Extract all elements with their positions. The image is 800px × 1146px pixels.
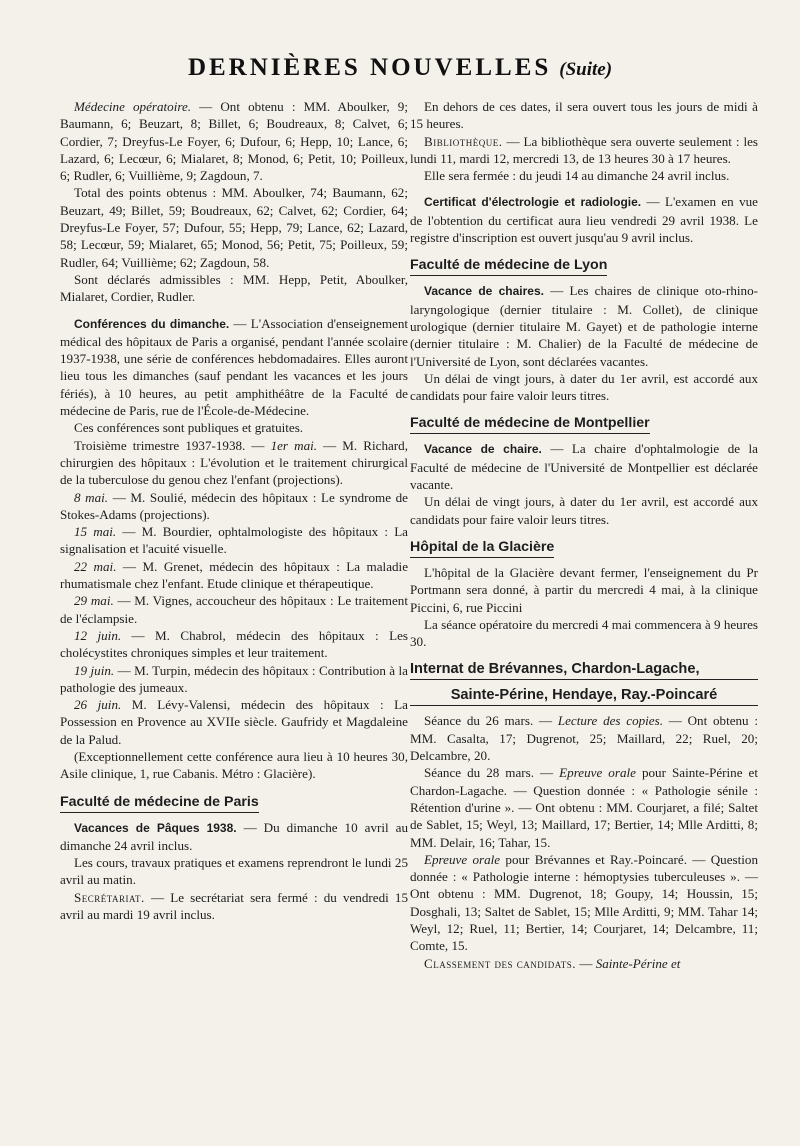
left-column — [60, 98, 408, 923]
conference-text: — M. Vignes, accoucheur des hôpitaux : Le traitement de l'éclampsie. — [60, 593, 408, 626]
conference-entry — [60, 662, 408, 697]
montpellier-vacance — [410, 440, 758, 493]
trimestre-text: — M. Richard, chirurgien des hôpitaux : L'évolution et le traitement chirurgical de la tuberculose du genou chez l'enfant (projections). — [60, 437, 408, 488]
seance-results: pour Sainte-Périne et Chardon-Lagache. — Question donnée : « Pathologie sénile : Rétention d'urine ». — Ont obtenu : MM. Courjaret, a filé; Saltet de Sablet, 15; Weyl, 13; Maillard, 17; Bertier, 14; Mlle Arditti, 8; MM. Delair, 16; Tahar, 15. — [410, 765, 758, 850]
conference-text: — M. Bourdier, ophtalmologiste des hôpitaux : La signalisation et l'acuité visuelle. — [60, 524, 408, 557]
lyon-delai: Un délai de vingt jours, à dater du 1er avril, est accordé aux candidats pour faire valoir leurs titres. — [410, 370, 758, 404]
conference-entry — [60, 489, 408, 524]
seance-label: Séance du 28 mars. — — [424, 765, 560, 781]
bibliotheque — [410, 133, 758, 168]
seance-epreuve: Epreuve orale — [559, 765, 636, 781]
conference-text: M. Lévy-Valensi, médecin des hôpitaux : La Possession en Provence au XVIIe siècle. Gaufridy et Magdaleine de la Palud. — [60, 697, 408, 747]
conferences-gratuites: Ces conférences sont publiques et gratuites. — [74, 420, 304, 436]
masthead-title: DERNIÈRES NOUVELLES — [187, 54, 552, 81]
internat-seance-26 — [410, 712, 758, 764]
ouverture-horaires: En dehors de ces dates, il sera ouvert tous les jours de midi à 15 heures. — [410, 99, 758, 132]
vacances-text: — Du dimanche 10 avril au dimanche 24 avril inclus. — [60, 819, 408, 853]
certificat-radiologie — [410, 193, 758, 246]
cours-reprise: Les cours, travaux pratiques et examens reprendront le lundi 25 avril au matin. — [60, 855, 408, 888]
seance-results: — Ont obtenu : MM. Casalta, 17; Dugrenot, 25; Maillard, 22; Ruel, 20; Delcambre, 20. — [410, 713, 758, 764]
classement-heading: Classement des candidats. — [424, 955, 577, 971]
conferences-text: — L'Association d'enseignement médical des hôpitaux de Paris a organisé, pendant l'année scolaire 1937-1938, une série de conférences hebdomadaires. Elles auront lieu tous les dimanches (sauf pendant les vacances et les jours fériés), à 10 heures, au petit amphithéâtre de la Faculté de médecine de Paris, rue de l'École-de-Médecine. — [60, 315, 409, 419]
conference-text: — M. Turpin, médecin des hôpitaux : Contribution à la pathologie des jumeaux. — [60, 662, 408, 695]
certificat-text: — L'examen en vue de l'obtention du certificat aura lieu vendredi 29 avril 1938. Le registre d'inscription est ouvert jusqu'au 9 avril inclus. — [410, 194, 758, 246]
right-column — [410, 98, 758, 972]
conference-exception: (Exceptionnellement cette conférence aura lieu à 10 heures 30, Asile clinique, 1, rue Cabanis. Métro : Glacière). — [60, 748, 408, 782]
result-operatoire — [60, 98, 408, 184]
internat-epreuve-brevannes — [410, 851, 758, 955]
certificat-heading: Certificat d'électrologie et radiologie. — [424, 195, 642, 210]
montpellier-vacance-text: — La chaire d'ophtalmologie de la Faculté de médecine de l'Université de Montpellier est déclarée vacante. — [410, 441, 758, 493]
vacances-heading: Vacances de Pâques 1938. — [74, 820, 237, 835]
classement-dash: — — [576, 955, 596, 971]
secretariat-heading: Secrétariat. — [74, 889, 145, 905]
trimestre-label: Troisième trimestre 1937-1938. — — [74, 437, 271, 453]
montpellier-faculty-heading: Faculté de médecine de Montpellier — [410, 414, 650, 434]
secretariat — [60, 889, 408, 924]
seance-epreuve: Epreuve orale — [424, 851, 501, 867]
conferences-heading: Conférences du dimanche. — [74, 316, 230, 331]
subhead-medecine-operatoire: Médecine opératoire. — [74, 99, 192, 114]
montpellier-vacance-heading: Vacance de chaire. — [424, 442, 542, 457]
classement-candidats — [410, 955, 758, 972]
conference-text: — M. Soulié, médecin des hôpitaux : Le syndrome de Stokes-Adams (projections). — [60, 489, 408, 522]
conference-date: 12 juin. — [74, 627, 122, 643]
conference-entry — [60, 696, 408, 748]
conference-date: 22 mai. — [74, 558, 117, 574]
conference-text: — M. Chabrol, médecin des hôpitaux : Les cholécystites chroniques simples et leur traitement. — [60, 627, 408, 661]
internat-heading-line1: Internat de Brévannes, Chardon-Lagache, — [410, 660, 758, 680]
masthead-suite: (Suite) — [559, 59, 613, 80]
secretariat-text: — Le secrétariat sera fermé : du vendredi 15 avril au mardi 19 avril inclus. — [60, 889, 408, 923]
seance-results: pour Brévannes et Ray.-Poincaré. — Question donnée : « Pathologie interne : hémoptysies tuberculeuses ». — Ont obtenu : MM. Dugrenot, 18; Goupy, 14; Houssin, 15; Dosghali, 13; Saltet de Sablet, 15; Mlle Arditti, 9; MM. Tahar 14; Weyl, 12; Ruel, 11; Bertier, 14; Courjaret, 14; Delcambre, 11; Comte, 15. — [410, 851, 758, 954]
trimestre-entry — [60, 437, 408, 489]
conference-entry — [60, 523, 408, 558]
conference-entry — [60, 558, 408, 593]
montpellier-delai: Un délai de vingt jours, à dater du 1er avril, est accordé aux candidats pour faire valoir leurs titres. — [410, 494, 758, 527]
classement-text: Sainte-Périne et — [595, 955, 681, 971]
lyon-vacance-heading: Vacance de chaires. — [424, 284, 544, 299]
section-masthead — [0, 54, 800, 82]
glaciere-enseignement: L'hôpital de la Glacière devant fermer, l'enseignement du Pr Portmann sera donné, à partir du mercredi 4 mai, à la clinique Piccini, 6, rue Piccini — [410, 564, 758, 615]
conference-text: — M. Grenet, médecin des hôpitaux : La maladie rhumatismale chez l'enfant. Etude clinique et thérapeutique. — [60, 558, 408, 592]
fermeture: Elle sera fermée : du jeudi 14 au dimanche 24 avril inclus. — [424, 168, 730, 184]
conference-date: 8 mai. — [74, 489, 109, 505]
seance-label: Séance du 26 mars. — — [424, 713, 558, 729]
lyon-faculty-heading: Faculté de médecine de Lyon — [410, 256, 607, 276]
vacances-paques — [60, 819, 408, 855]
bibliotheque-text: — La bibliothèque sera ouverte seulement : les lundi 11, mardi 12, mercredi 13, de 13 heures 30 à 17 heures. — [410, 133, 758, 166]
trimestre-date: 1er mai. — [270, 437, 318, 453]
bibliotheque-heading: Bibliothèque. — [424, 133, 503, 149]
paris-faculty-heading: Faculté de médecine de Paris — [60, 793, 259, 813]
lyon-vacance — [410, 282, 758, 369]
conference-entry — [60, 627, 408, 662]
conference-date: 26 juin. — [74, 697, 122, 713]
total-points: Total des points obtenus : MM. Aboulker, 74; Baumann, 62; Beuzart, 49; Billet, 59; Boudreaux, 62; Calvet, 62; Cordier, 64; Dreyfus-Le Foyer, 57; Dufour, 55; Hepp, 79; Lance, 62; Lazard, 58; Lecœur, 59; Mialaret, 65; Monod, 56; Petit, 75; Poilleux, 59; Rudler, 64; Vuillième; 62; Zagdoun, 58. — [60, 185, 408, 270]
glaciere-heading: Hôpital de la Glacière — [410, 538, 554, 558]
conference-date: 19 juin. — [74, 662, 115, 678]
conference-date: 29 mai. — [74, 593, 114, 609]
glaciere-seance: La séance opératoire du mercredi 4 mai commencera à 9 heures 30. — [410, 616, 758, 650]
internat-heading-line2: Sainte-Périne, Hendaye, Ray.-Poincaré — [410, 686, 758, 706]
text-medecine-operatoire: — Ont obtenu : MM. Aboulker, 9; Baumann, 6; Beuzart, 8; Billet, 6; Boudreaux, 8; Calvet, 6; Cordier, 7; Dreyfus-Le Foyer, 6; Dufour, 6; Hepp, 10; Lance, 6; Lazard, 6; Lecœur, 6; Mialaret, 8; Monod, 6; Petit, 10; Poilleux, 6; Rudler, 6; Vuillième, 9; Zagdoun, 7. — [60, 99, 408, 184]
conference-date: 15 mai. — [74, 524, 117, 540]
lyon-vacance-text: — Les chaires de clinique oto-rhino-laryngologique (dernier titulaire : M. Collet), de clinique urologique (dernier titulaire M. Gayet) et de pathologie interne (dernier titulaire : M. Chalier) de la Faculté de médecine de l'Université de Lyon, sont déclarées vacantes. — [410, 283, 759, 369]
conferences-paragraph — [60, 315, 408, 420]
seance-epreuve: Lecture des copies. — [557, 713, 663, 729]
admissibles: Sont déclarés admissibles : MM. Hepp, Petit, Aboulker, Mialaret, Cordier, Rudler. — [60, 271, 408, 305]
conference-entry — [60, 592, 408, 627]
internat-seance-28 — [410, 764, 758, 850]
